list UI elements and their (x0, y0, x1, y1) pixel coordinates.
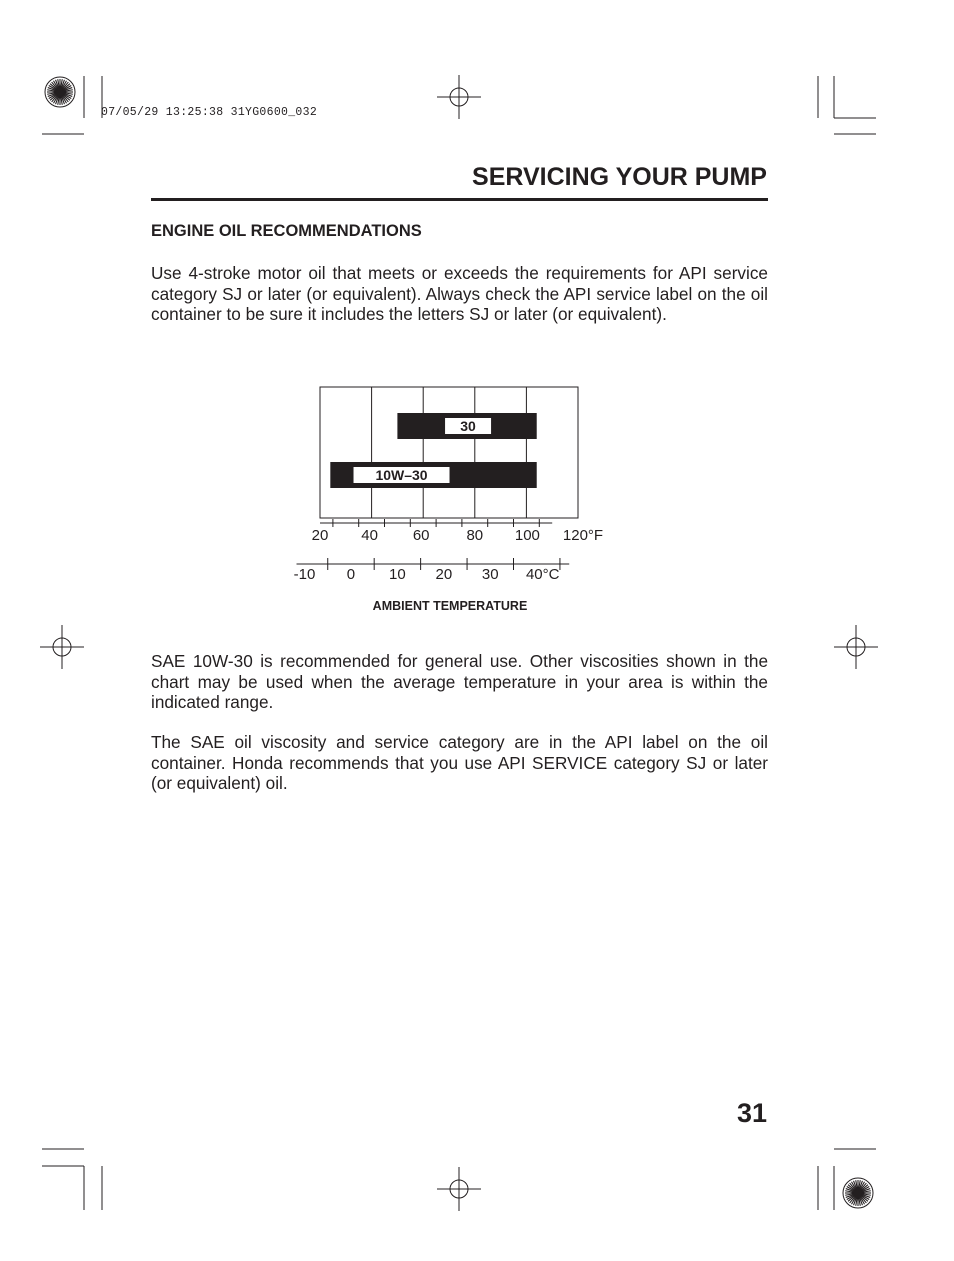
fahrenheit-axis (312, 519, 603, 544)
page-number: 31 (736, 1098, 767, 1128)
registration-crosshair-bottom (437, 1167, 481, 1211)
c-tick-label: -10 (293, 566, 316, 583)
oil-recommendations-heading: ENGINE OIL RECOMMENDATIONS (151, 222, 422, 240)
c-tick-label: 10 (389, 566, 406, 583)
chart-bars (330, 413, 536, 488)
f-tick-label: 20 (311, 527, 329, 544)
oil-requirements-paragraph: Use 4-stroke motor oil that meets or exceeds the requirements for API service category SJ or later (or equivalent). Always check the API service label on the oil container to be sure it includes the letters SJ or later (or equivalent). (151, 263, 768, 324)
c-tick-label: 40°C (525, 566, 560, 583)
oil-viscosity-chart (280, 380, 620, 620)
chart-frame (320, 387, 578, 518)
c-tick-label: 30 (481, 566, 499, 583)
starburst-target-top-left (45, 77, 75, 107)
registration-crosshair-left (40, 625, 84, 669)
chart-xlabel: AMBIENT TEMPERATURE (372, 599, 528, 613)
registration-crosshair-right (834, 625, 878, 669)
c-tick-label: 0 (346, 566, 356, 583)
starburst-target-bottom-right (843, 1178, 873, 1208)
chart-grid (320, 387, 578, 518)
celsius-axis (294, 558, 570, 583)
c-tick-label: 20 (435, 566, 453, 583)
f-tick-label: 120°F (562, 527, 604, 544)
section-title: SERVICING YOUR PUMP (472, 163, 767, 191)
recommended-oil-paragraph: SAE 10W-30 is recommended for general use. Other viscosities shown in the chart may be used when the average temperature in your area is within the indicated range. (151, 651, 768, 712)
f-tick-label: 80 (466, 527, 484, 544)
print-stamp: 07/05/29 13:25:38 31YG0600_032 (101, 106, 318, 119)
api-label-paragraph: The SAE oil viscosity and service category are in the API label on the oil container. Honda recommends that you use API SERVICE category SJ or later (or equivalent) oil. (151, 732, 768, 793)
registration-crosshair-top (437, 75, 481, 119)
bar-label: 30 (460, 418, 476, 434)
title-rule (151, 198, 768, 201)
f-tick-label: 40 (361, 527, 378, 544)
bar-label: 10W–30 (375, 467, 428, 483)
f-tick-label: 60 (412, 527, 430, 544)
f-tick-label: 100 (514, 527, 540, 544)
